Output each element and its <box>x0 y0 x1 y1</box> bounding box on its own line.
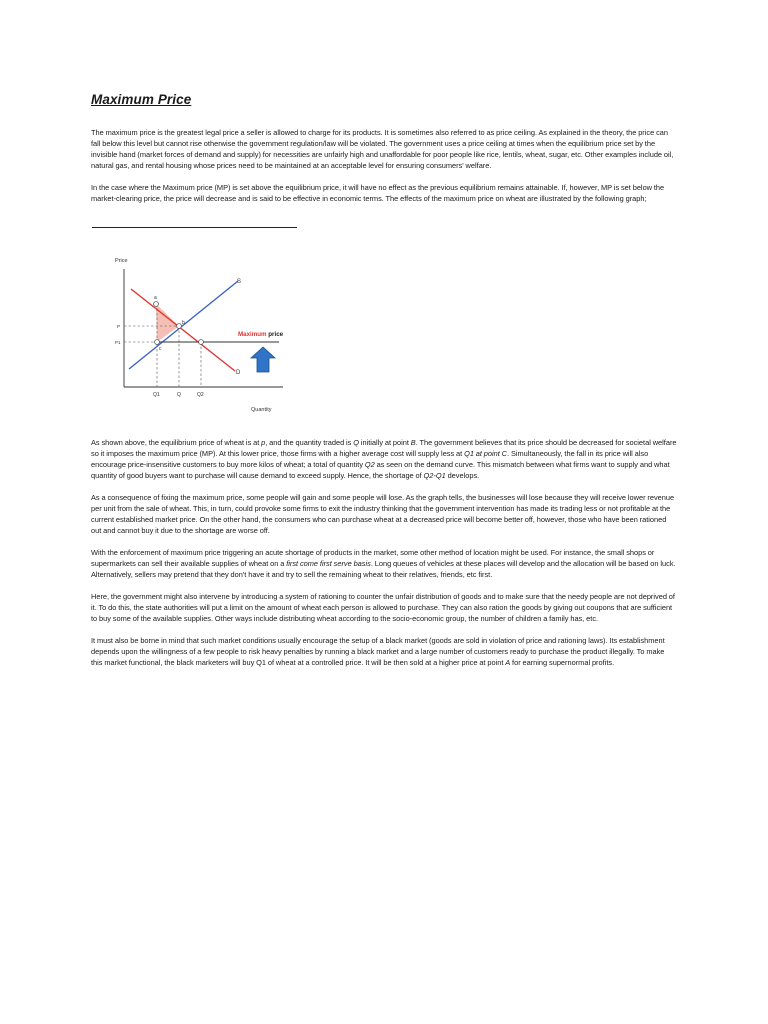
horizontal-rule <box>92 227 297 228</box>
maximum-price-label: Maximum price <box>238 331 284 338</box>
paragraph-text: Here, the government might also intervene by introducing a system of rationing to counter the unfair distribution of goods and to make sure that the needy people are not deprived of it. To do this, the state authorities will put a limit on the amount of wheat each person is allowed to purchase. They can also ration the goods by giving out coupons that are sufficient to buy some of the available supplies. Other ways include distributing wheat according to the socio-economic group, the number of children a family has, etc. <box>91 592 675 623</box>
paragraph-text: . Simultaneously, the fall in its price will also encourage price-insensitive customers to buy more kilos of wheat; a total of quantity <box>91 449 649 469</box>
q-label: Q <box>177 392 181 398</box>
demand-curve <box>131 289 235 371</box>
paragraph-text: In the case where the Maximum price (MP) is set above the equilibrium price, it will have no effect as the previous equilibrium remains attainable. If, however, MP is set below the market-clearing price, the price will decrease and is said to be effective in economic terms. The effects of the maximum price on wheat are illustrated by the following graph; <box>91 183 665 203</box>
paragraph-text: for earning supernormal profits. <box>510 658 615 667</box>
supernormal-profit-area <box>156 304 179 342</box>
analysis-paragraphs <box>91 437 677 668</box>
demand-label: D <box>236 370 241 376</box>
paragraph-text: As a consequence of fixing the maximum price, some people will gain and some people will lose. As the graph tells, the businesses will lose because they will receive lower revenue per unit from the sale of wheat. This, in turn, could provoke some firms to exit the industry thinking that the government intervention has made its trading less or not profitable at the current established market price. On the other hand, the consumers who can purchase wheat at a decreased price will become better off, however, those who have been rationed out and cannot buy it due to the shortage are worse off. <box>91 493 675 535</box>
price-p-label: P <box>117 324 121 329</box>
emphasis-text: first come first serve basis <box>286 559 371 568</box>
paragraph-text: The maximum price is the greatest legal price a seller is allowed to charge for its products. It is sometimes also referred to as price ceiling. As explained in the theory, the price can fall below this level but cannot rise otherwise the government regulation/law will be violated. The government uses a price ceiling at times when the equilibrium price set by the invisible hand (market forces of demand and supply) for necessities are unfairly high and unaffordable for poor people like rice, lentils, wheat, sugar, etc. Other examples include oil, natural gas, and rental housing whose prices need to be maintained at an acceptable level for ensuring consumers' welfare. <box>91 128 674 170</box>
emphasis-text: Q <box>353 438 359 447</box>
paragraph <box>91 635 677 668</box>
paragraph-text: . The government believes that its price should be decreased for societal welfare so it imposes the maximum price (MP). At this lower price, those firms with a higher average cost will supply less at <box>91 438 677 458</box>
paragraph <box>91 547 677 580</box>
y-axis-label: Price <box>115 258 128 264</box>
price-p1-label: P1 <box>115 340 121 345</box>
paragraph-text: develops. <box>445 471 480 480</box>
paragraph <box>91 591 677 624</box>
paragraph <box>91 437 677 481</box>
point-c-label: c <box>159 346 162 352</box>
q2-label: Q2 <box>197 392 204 398</box>
paragraph-text: initially at point <box>358 438 411 447</box>
paragraph-text: With the enforcement of maximum price triggering an acute shortage of products in the market, some other method of location might be used. For instance, the small shops or supermarkets can sell their available supplies of wheat on a <box>91 548 655 568</box>
q1-label: Q1 <box>153 392 160 398</box>
intro-paragraphs <box>91 127 677 204</box>
up-arrow-icon <box>251 347 275 372</box>
paragraph-text: , and the quantity traded is <box>265 438 354 447</box>
emphasis-text: B <box>410 438 416 447</box>
paragraph <box>91 127 677 171</box>
emphasis-text: p <box>261 438 266 447</box>
paragraph-text: As shown above, the equilibrium price of wheat is at <box>91 438 262 447</box>
paragraph <box>91 492 677 536</box>
point-b-marker <box>177 324 182 329</box>
supply-label: S <box>237 279 242 285</box>
document-page <box>91 92 677 679</box>
emphasis-text: Q2-Q1 <box>423 471 446 480</box>
point-a-label: a <box>154 295 157 301</box>
maximum-price-graph <box>91 241 291 423</box>
paragraph-text: as seen on the demand curve. This mismatch between what firms want to supply and what quantity of good buyers want to purchase will cause demand to exceed supply. Hence, the shortage of <box>91 460 670 480</box>
point-a-marker <box>154 302 159 307</box>
emphasis-text: A <box>505 658 511 667</box>
emphasis-text: Q2 <box>364 460 375 469</box>
paragraph-text: . Long queues of vehicles at these places will develop and the allocation will be based on luck. Alternatively, sellers may pretend that they don't have it and try to sell the remaining wheat to their relatives, friends, etc first. <box>91 559 676 579</box>
emphasis-text: Q1 at point C <box>464 449 508 458</box>
point-b-label: b <box>182 320 185 326</box>
paragraph <box>91 182 677 204</box>
x-axis-label: Quantity <box>251 407 272 413</box>
page-title: Maximum Price <box>91 92 192 107</box>
point-q2-marker <box>199 340 204 345</box>
paragraph-text: It must also be borne in mind that such market conditions usually encourage the setup of a black market (goods are sold in violation of price and rationing laws). Its establishment depends upon the willingness of a few people to risk heavy penalties by running a black market and a large number of customers ready to purchase the product illegally. To make this market functional, the black marketers will buy Q1 of wheat at a controlled price. It will be then sold at a higher price at point <box>91 636 665 667</box>
point-c-marker <box>155 340 160 345</box>
